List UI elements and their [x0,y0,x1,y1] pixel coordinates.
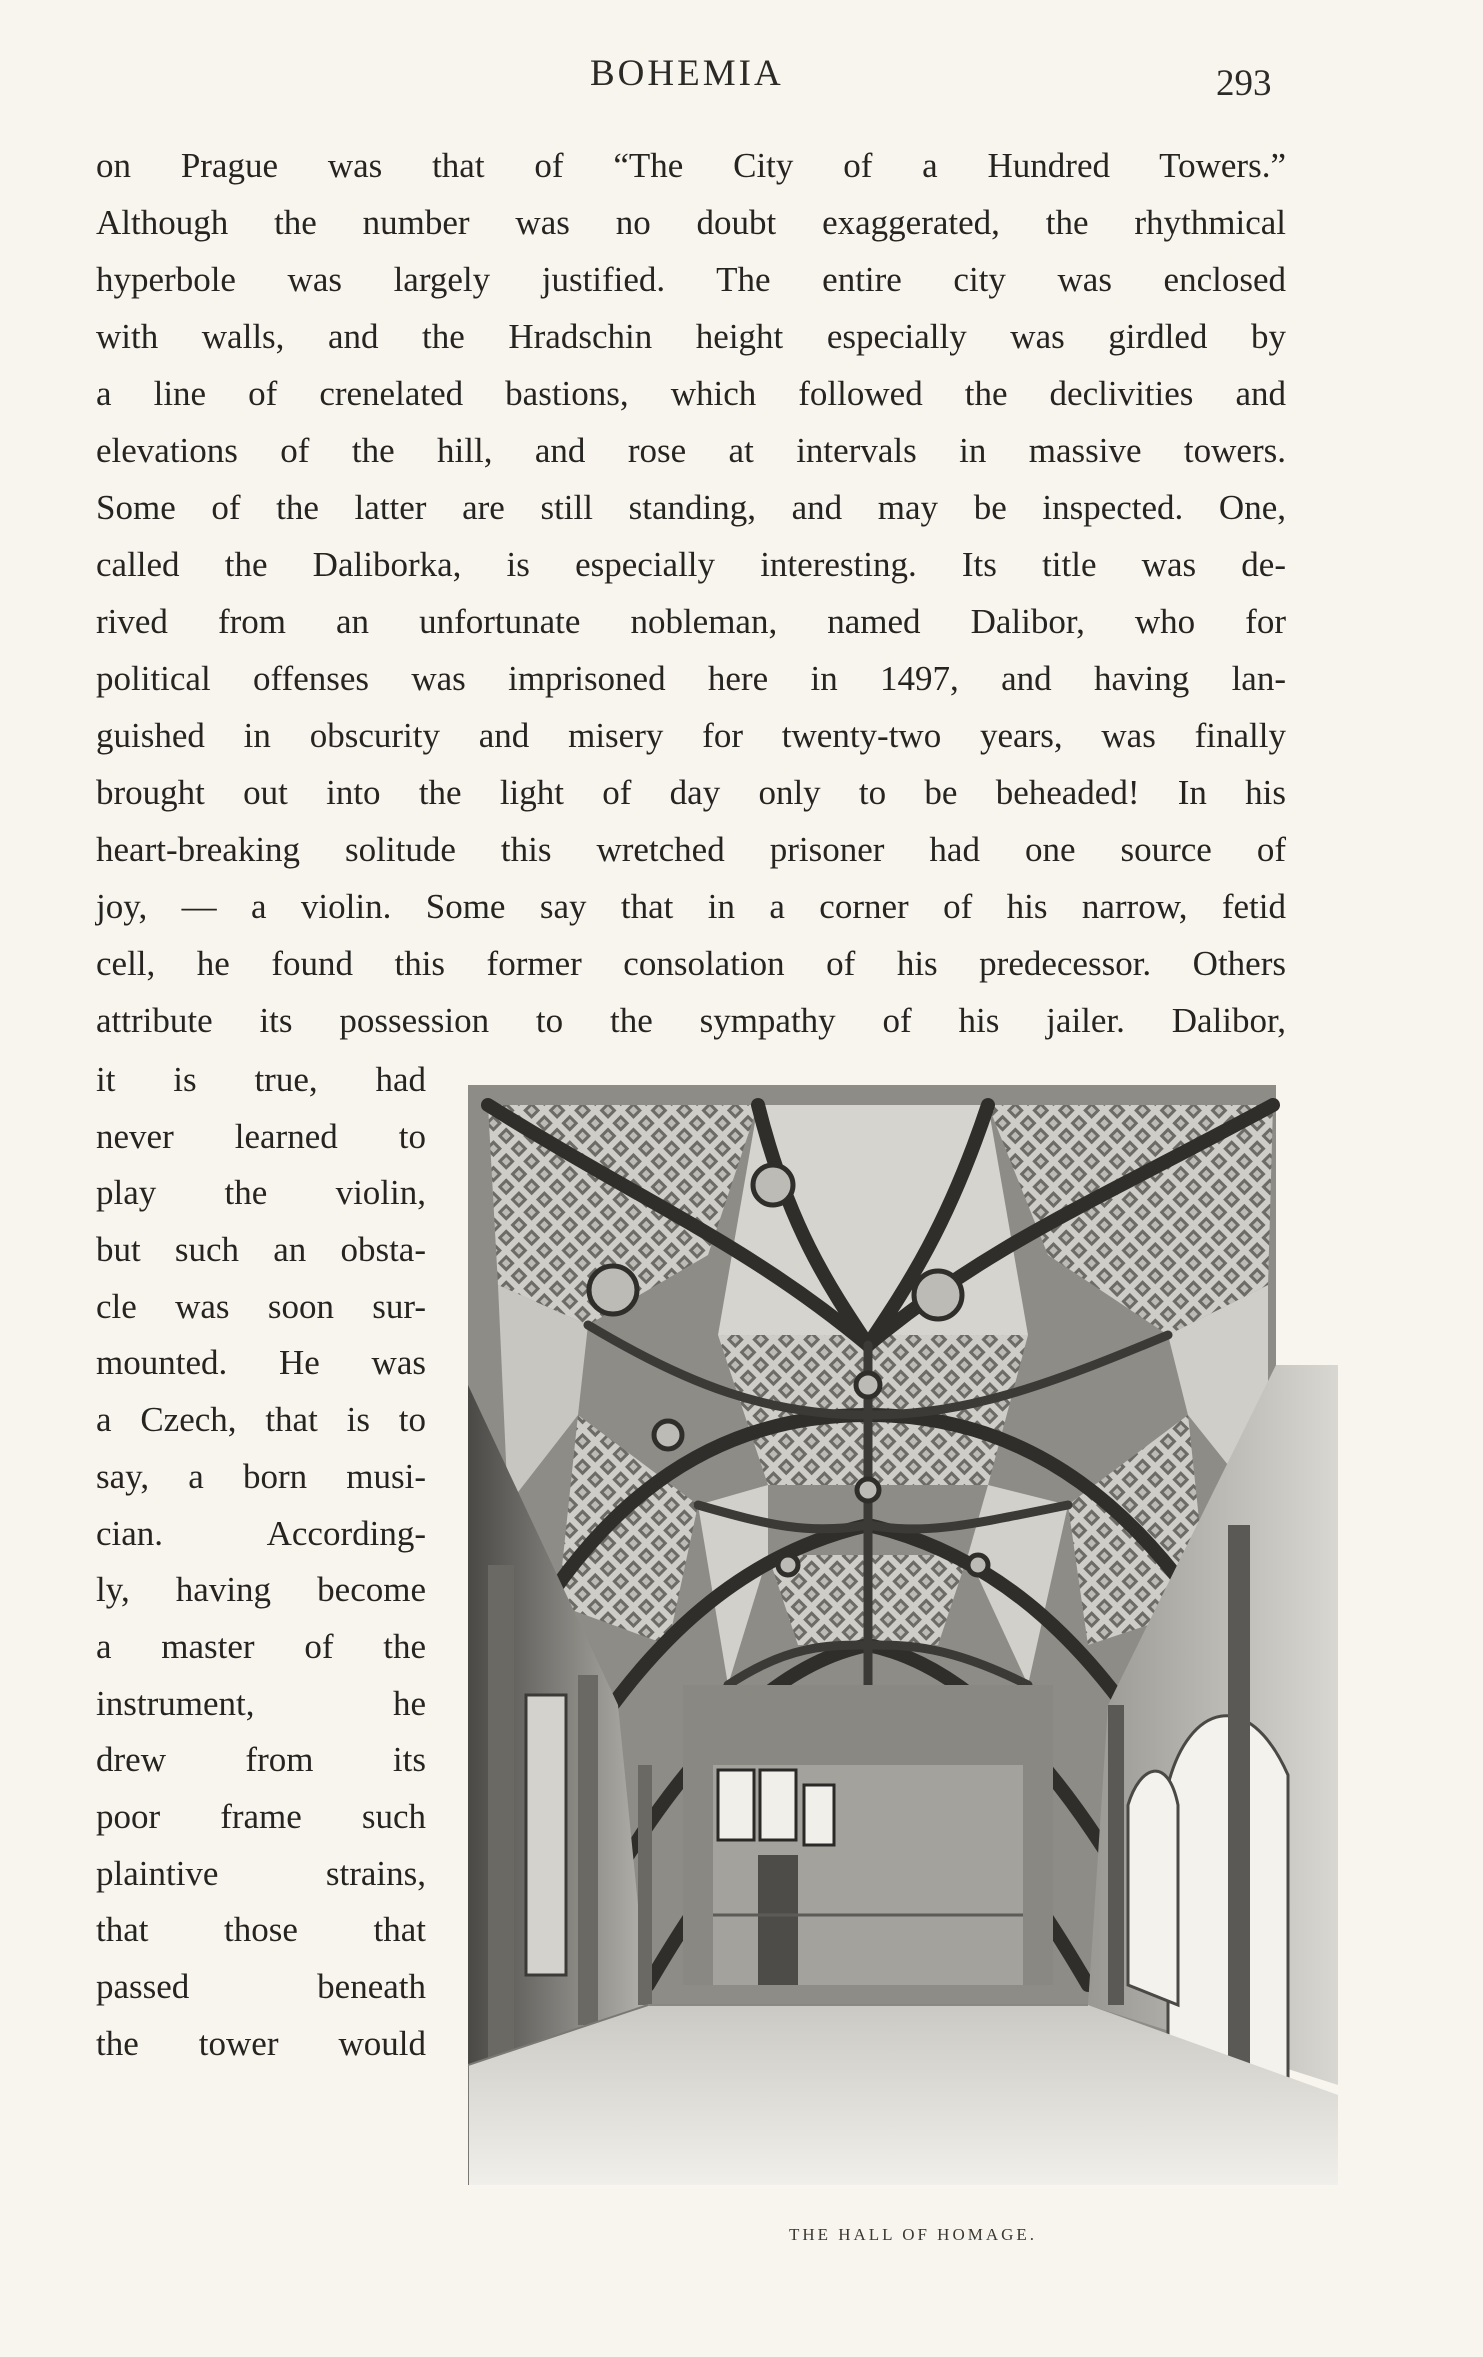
side-text-line: but such an obsta- [96,1230,426,1270]
text-line: a line of crenelated bastions, which followed the declivities and [96,374,1286,413]
side-text-line: that those that [96,1910,426,1950]
side-text-line: instrument, he [96,1683,426,1723]
side-text-line: passed beneath [96,1967,426,2006]
text-line: Although the number was no doubt exaggerated, the rhythmical [96,203,1286,242]
side-text-line: cle was soon sur- [96,1286,426,1326]
text-line: hyperbole was largely justified. The entire city was enclosed [96,260,1286,299]
side-text-line: play the violin, [96,1173,426,1213]
running-head [0,52,1483,112]
running-title: BOHEMIA [590,53,784,94]
vaulted-hall-engraving [468,1085,1358,2185]
figure-caption: THE HALL OF HOMAGE. [788,2225,1038,2244]
text-line: political offenses was imprisoned here in 1497, and having lan- [96,659,1286,698]
hall-illustration [468,1085,1358,2185]
side-column-text [96,1052,426,2072]
text-line: on Prague was that of “The City of a Hundred Towers.” [96,146,1286,185]
text-line: brought out into the light of day only to be beheaded! In his [96,773,1286,812]
text-line: attribute its possession to the sympathy of his jailer. Dalibor, [96,1001,1286,1040]
side-text-line: the tower would [96,2023,426,2063]
side-text-line: plaintive strains, [96,1853,426,1893]
text-line: cell, he found this former consolation of his predecessor. Others [96,944,1286,983]
side-text-line: a Czech, that is to [96,1400,426,1440]
text-line: guished in obscurity and misery for twenty-two years, was finally [96,716,1286,755]
side-text-line: mounted. He was [96,1343,426,1383]
side-text-line: drew from its [96,1740,426,1780]
text-line: elevations of the hill, and rose at intervals in massive towers. [96,431,1286,470]
side-text-line: cian. According- [96,1513,426,1553]
side-text-line: a master of the [96,1626,426,1666]
side-text-line: ly, having become [96,1570,426,1610]
page-number: 293 [1216,63,1272,104]
text-line: Some of the latter are still standing, and may be inspected. One, [96,488,1286,527]
text-line: heart-breaking solitude this wretched prisoner had one source of [96,830,1286,869]
text-line: with walls, and the Hradschin height especially was girdled by [96,317,1286,356]
text-line: called the Daliborka, is especially interesting. Its title was de- [96,545,1286,584]
side-text-line: say, a born musi- [96,1456,426,1496]
side-text-line: it is true, had [96,1060,426,1099]
text-line: joy, — a violin. Some say that in a corner of his narrow, fetid [96,887,1286,926]
text-line: rived from an unfortunate nobleman, named Dalibor, who for [96,602,1286,641]
body-text [96,137,1286,1049]
side-text-line: never learned to [96,1116,426,1156]
side-text-line: poor frame such [96,1796,426,1836]
